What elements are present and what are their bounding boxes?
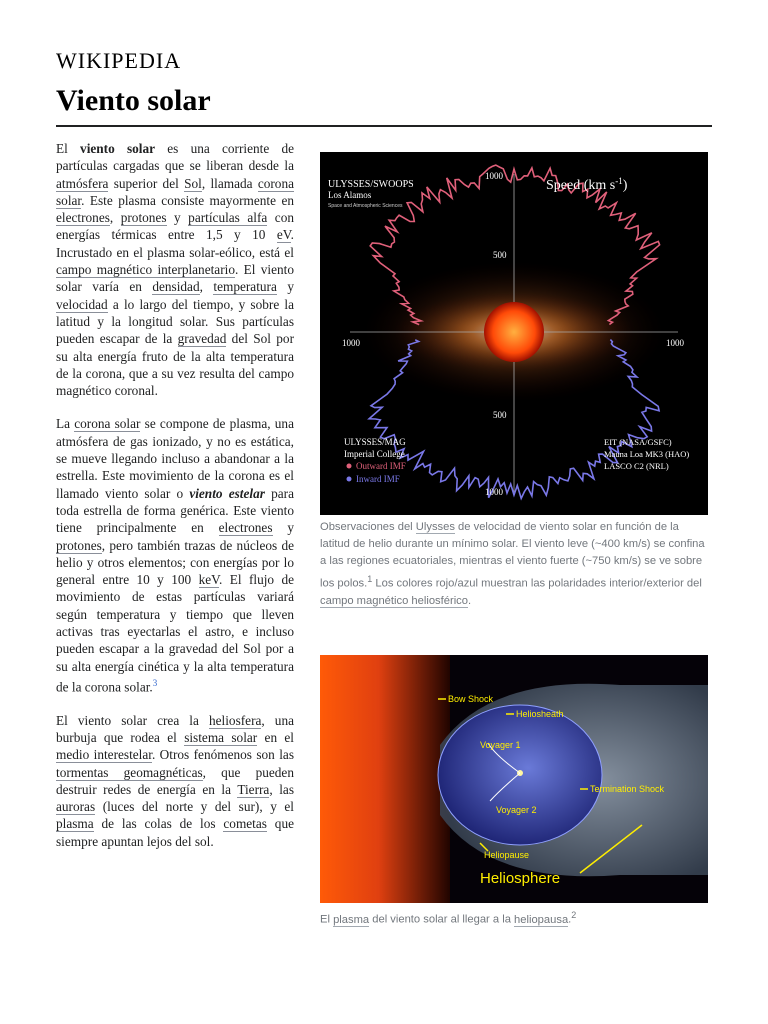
label-mauna-loa: Mauna Loa MK3 (HAO) [604,449,690,459]
link-corona-solar[interactable]: corona solar [56,175,295,208]
legend-outward: Outward IMF [356,461,406,471]
link-plasma[interactable]: plasma [56,816,94,832]
text: La [56,416,75,432]
text: de las colas de los [93,816,224,832]
label-space-sciences: Space and Atmospheric Sciences [328,203,403,209]
text: se compone de plasma, una atmósfera de gas ionizado, y no es estática, se mueve llegando incluso a abandonar a la estrella. Este movimiento de la corona es el llamado viento solar o [56,416,294,501]
label-lasco: LASCO C2 (NRL) [604,461,669,471]
text: , llamada [201,175,258,191]
text: en el [257,729,294,745]
label-eit: EIT (NASA/GSFC) [604,437,672,447]
text: . El flujo de movimiento de estas partículas variará según temperatura y tiempo que lleven activas tras eyectarlas el astro, e incluso pueden escapar a la gravedad del Sol por a su alta energía cinética y la alta temperatura de la corona solar. [56,572,294,695]
label-heliosphere: Heliosphere [480,870,561,887]
legend-outward-marker [347,464,352,469]
link-ulysses[interactable]: Ulysses [415,521,455,533]
link-electrones[interactable]: electrones [218,520,273,536]
text: , las [269,781,294,797]
figure-heliosphere [320,655,710,929]
wikipedia-logo[interactable]: WIKIPEDIA [56,48,182,73]
label-voyager2: Voyager 2 [496,805,537,815]
text: , que pueden destruir redes de energía en la [56,764,294,797]
reference-1[interactable]: 1 [367,573,373,584]
text: . [468,594,472,607]
link-kev[interactable]: keV [198,572,220,588]
text: (luces del norte y del sur), y el [95,799,294,815]
text: . Incrustado en el plasma solar-eólico, está el [56,227,294,260]
interstellar-plasma [320,655,450,903]
text: El [56,141,81,156]
link-sistema-solar[interactable]: sistema solar [184,729,258,745]
link-protones[interactable]: protones [120,210,167,226]
link-campo-magnetico-interplanetario[interactable]: campo magnético interplanetario [56,262,235,278]
paragraph-1 [56,140,294,399]
text: . Otros fenómenos son las [151,747,294,763]
text: y [272,520,294,536]
text: superior del [108,175,185,191]
link-auroras[interactable]: auroras [56,799,96,815]
label-bow-shock: Bow Shock [448,694,494,704]
tick-bottom-1000: 1000 [485,487,503,497]
ulysses-image[interactable] [320,152,708,515]
text: . [568,913,572,926]
link-heliopausa[interactable]: heliopausa [514,913,569,926]
label-heliopause: Heliopause [484,850,530,860]
tick-right-1000: 1000 [666,338,684,348]
text: . El viento solar varía en [56,262,294,295]
link-plasma-caption[interactable]: plasma [333,913,370,926]
link-gravedad[interactable]: gravedad [177,331,227,347]
bold-term: viento solar [80,141,156,156]
label-heliosheath: Heliosheath [516,709,564,719]
link-particulas-alfa[interactable]: partículas alfa [188,210,268,226]
ulysses-plot [320,152,708,515]
link-cometas[interactable]: cometas [223,816,267,832]
text: con energías térmicas entre 1,5 y 10 [56,210,294,243]
caption-ulysses [320,519,706,610]
label-speed: Speed (km $s^{-1}$) [546,176,628,193]
link-corona-solar[interactable]: corona solar [74,416,141,432]
label-swoops: ULYSSES/SWOOPS [328,179,414,190]
title-divider [56,125,712,127]
link-velocidad[interactable]: velocidad [56,296,108,312]
label-los-alamos: Los Alamos [328,190,372,200]
text: Observaciones del [320,521,416,533]
text: El viento solar crea la [56,712,209,728]
caption-heliosphere [320,907,706,929]
legend-inward: Inward IMF [356,474,400,484]
text: , una burbuja que rodea el [56,712,294,745]
page-title: Viento solar [56,84,211,117]
text: Los colores rojo/azul muestran las polaridades interior/exterior del [372,577,702,590]
text: , [109,210,121,226]
label-imperial-college: Imperial College [344,449,405,459]
figure-ulysses [320,152,710,610]
text: del Sol por su alta energía fruto de la alta temperatura de la corona, que a su vez resulta del campo magnético coronal. [56,331,295,399]
text: es una corriente de partículas cargadas que se liberan desde la [56,141,295,174]
tick-top-1000: 1000 [485,171,503,181]
link-heliosfera[interactable]: heliosfera [208,712,262,728]
link-temperatura[interactable]: temperatura [213,279,277,295]
sun-disk [484,302,544,362]
link-electrones[interactable]: electrones [56,210,110,226]
text: para toda estrella de forma genérica. Este viento tiene principalmente en [56,485,294,536]
heliosphere-diagram [320,655,708,903]
bold-italic-term: viento estelar [189,485,265,501]
tick-top-500: 500 [493,250,507,260]
link-campo-magnetico-heliosferico[interactable]: campo magnético heliosférico [320,594,468,607]
label-termination-shock: Termination Shock [590,784,665,794]
text: y [276,279,294,295]
text: del viento solar al llegar a la [369,913,515,926]
article-body [56,140,294,866]
link-tierra[interactable]: Tierra [237,781,270,797]
link-sol[interactable]: Sol [184,175,202,191]
link-densidad[interactable]: densidad [152,279,200,295]
legend-inward-marker [347,477,352,482]
tick-left-1000: 1000 [342,338,360,348]
text: , [199,279,214,295]
reference-3[interactable]: 3 [152,677,158,688]
label-voyager1: Voyager 1 [480,740,521,750]
paragraph-3 [56,712,294,850]
text: de velocidad de viento solar en función de la latitud de helio durante un mínimo solar. El viento leve (~400 km/s) se confina a las regiones ecuatoriales, mientras el viento fuerte (~750 km/s) se ve sobre los polos. [320,521,705,590]
label-ulysses-mag: ULYSSES/MAG [344,437,406,447]
link-atmosfera[interactable]: atmósfera [56,175,109,191]
reference-2[interactable]: 2 [571,910,577,920]
paragraph-2 [56,415,294,695]
link-medio-interestelar[interactable]: medio interestelar [56,747,152,763]
text: y [166,210,189,226]
text: , pero también trazas de núcleos de helio y otros elementos; con energías por lo general entre 10 y 100 [56,537,294,588]
link-tormentas-geomagneticas[interactable]: tormentas geomagnéticas [56,764,203,780]
text: a lo largo del tiempo, y sobre la latitud y la longitud solar. Sus partículas pueden escapar de la [56,296,294,347]
text: . Este plasma consiste mayormente en [81,192,294,208]
text: El [320,913,334,926]
tick-bottom-500: 500 [493,410,507,420]
link-protones[interactable]: protones [56,537,102,553]
heliosphere-image[interactable] [320,655,708,903]
text: que siempre apuntan lejos del sol. [56,816,295,849]
link-ev[interactable]: eV [276,227,291,243]
